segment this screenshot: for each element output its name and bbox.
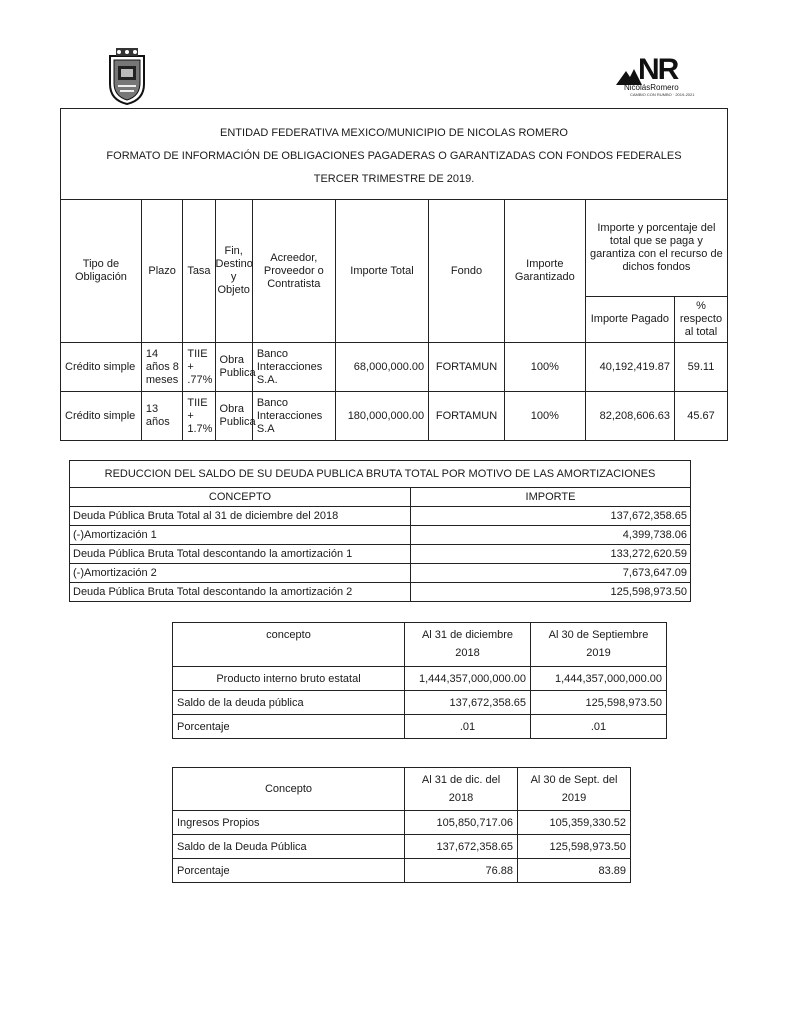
cell-importe-total: 180,000,000.00 [335, 392, 428, 441]
cell-concepto: Deuda Pública Bruta Total descontando la amortización 2 [70, 583, 411, 602]
cell-importe: 4,399,738.06 [411, 526, 691, 545]
cell-concepto: Porcentaje [173, 859, 405, 883]
col-plazo: Plazo [141, 200, 182, 343]
cell-tipo: Crédito simple [61, 392, 142, 441]
cell-tipo: Crédito simple [61, 343, 142, 392]
table-row [173, 667, 667, 691]
cell-tasa: TIIE + .77% [183, 343, 215, 392]
amortization-title: REDUCCION DEL SALDO DE SU DEUDA PUBLICA BRUTA TOTAL POR MOTIVO DE LAS AMORTIZACIONES [70, 461, 691, 488]
col-importe-pagado: Importe Pagado [585, 297, 674, 343]
col-2018: Al 31 de diciembre 2018 [405, 623, 531, 667]
logo-mark: NR [638, 53, 678, 86]
table-row [173, 715, 667, 739]
amortization-table [69, 460, 691, 602]
col-importe-garantizado: Importe Garantizado [504, 200, 585, 343]
nicolas-romero-logo [616, 55, 698, 97]
table-row [173, 811, 631, 835]
cell-importe: 125,598,973.50 [411, 583, 691, 602]
cell-2019: 83.89 [518, 859, 631, 883]
cell-importe-pagado: 82,208,606.63 [585, 392, 674, 441]
cell-2019: 1,444,357,000,000.00 [531, 667, 667, 691]
table-row [70, 507, 691, 526]
col-2019: Al 30 de Septiembre 2019 [531, 623, 667, 667]
cell-2018: 137,672,358.65 [405, 835, 518, 859]
col-tasa: Tasa [183, 200, 215, 343]
table-row [61, 343, 728, 392]
cell-2019: 125,598,973.50 [531, 691, 667, 715]
cell-2019: 105,359,330.52 [518, 811, 631, 835]
obligations-table [60, 108, 728, 441]
cell-concepto: Ingresos Propios [173, 811, 405, 835]
cell-fondo: FORTAMUN [429, 343, 505, 392]
col-concepto: CONCEPTO [70, 488, 411, 507]
cell-porcentaje: 45.67 [674, 392, 727, 441]
col-tipo: Tipo de Obligación [61, 200, 142, 343]
cell-importe: 7,673,647.09 [411, 564, 691, 583]
logo-tagline: CAMBIO CON RUMBO · 2019-2021 [630, 92, 695, 97]
header-period: TERCER TRIMESTRE DE 2019. [313, 172, 475, 185]
cell-concepto: (-)Amortización 2 [70, 564, 411, 583]
ingresos-table [172, 767, 631, 883]
cell-concepto: Porcentaje [173, 715, 405, 739]
cell-concepto: (-)Amortización 1 [70, 526, 411, 545]
table-row [61, 392, 728, 441]
col-fin: Fin, Destino y Objeto [215, 200, 252, 343]
cell-concepto: Saldo de la Deuda Pública [173, 835, 405, 859]
col-porcentaje-total: % respecto al total [674, 297, 727, 343]
table-row [173, 859, 631, 883]
pib-table [172, 622, 667, 739]
cell-fin: Obra Publica [215, 343, 252, 392]
col-concepto: Concepto [173, 768, 405, 811]
cell-fondo: FORTAMUN [429, 392, 505, 441]
cell-fin: Obra Publica [215, 392, 252, 441]
cell-concepto: Producto interno bruto estatal [173, 667, 405, 691]
cell-porcentaje: 59.11 [674, 343, 727, 392]
cell-plazo: 13 años [141, 392, 182, 441]
cell-concepto: Saldo de la deuda pública [173, 691, 405, 715]
cell-2018: .01 [405, 715, 531, 739]
table-row [70, 545, 691, 564]
cell-2018: 1,444,357,000,000.00 [405, 667, 531, 691]
cell-concepto: Deuda Pública Bruta Total al 31 de diciembre del 2018 [70, 507, 411, 526]
cell-importe-pagado: 40,192,419.87 [585, 343, 674, 392]
col-importe-total: Importe Total [335, 200, 428, 343]
col-2019: Al 30 de Sept. del 2019 [518, 768, 631, 811]
table-row [173, 691, 667, 715]
cell-importe-total: 68,000,000.00 [335, 343, 428, 392]
cell-concepto: Deuda Pública Bruta Total descontando la amortización 1 [70, 545, 411, 564]
cell-importe-garantizado: 100% [504, 343, 585, 392]
cell-2019: 125,598,973.50 [518, 835, 631, 859]
table-row [70, 526, 691, 545]
col-importe: IMPORTE [411, 488, 691, 507]
cell-2019: .01 [531, 715, 667, 739]
cell-2018: 105,850,717.06 [405, 811, 518, 835]
col-importe-porcentaje: Importe y porcentaje del total que se paga y garantiza con el recurso de dichos fondos [585, 200, 727, 297]
header-format: FORMATO DE INFORMACIÓN DE OBLIGACIONES PAGADERAS O GARANTIZADAS CON FONDOS FEDERALES [106, 149, 682, 162]
col-acreedor: Acreedor, Proveedor o Contratista [252, 200, 335, 343]
cell-2018: 137,672,358.65 [405, 691, 531, 715]
col-2018: Al 31 de dic. del 2018 [405, 768, 518, 811]
cell-acreedor: Banco Interacciones S.A. [252, 343, 335, 392]
cell-importe: 133,272,620.59 [411, 545, 691, 564]
cell-2018: 76.88 [405, 859, 518, 883]
cell-importe: 137,672,358.65 [411, 507, 691, 526]
report-header [61, 109, 728, 200]
cell-plazo: 14 años 8 meses [141, 343, 182, 392]
header-entity: ENTIDAD FEDERATIVA MEXICO/MUNICIPIO DE NICOLAS ROMERO [220, 126, 568, 139]
table-row [173, 835, 631, 859]
cell-acreedor: Banco Interacciones S.A [252, 392, 335, 441]
col-concepto: concepto [173, 623, 405, 667]
municipal-coat-of-arms-logo [104, 48, 150, 106]
table-row [70, 564, 691, 583]
logo-name: NicolásRomero [624, 83, 679, 92]
cell-importe-garantizado: 100% [504, 392, 585, 441]
table-row [70, 583, 691, 602]
col-fondo: Fondo [429, 200, 505, 343]
cell-tasa: TIIE + 1.7% [183, 392, 215, 441]
